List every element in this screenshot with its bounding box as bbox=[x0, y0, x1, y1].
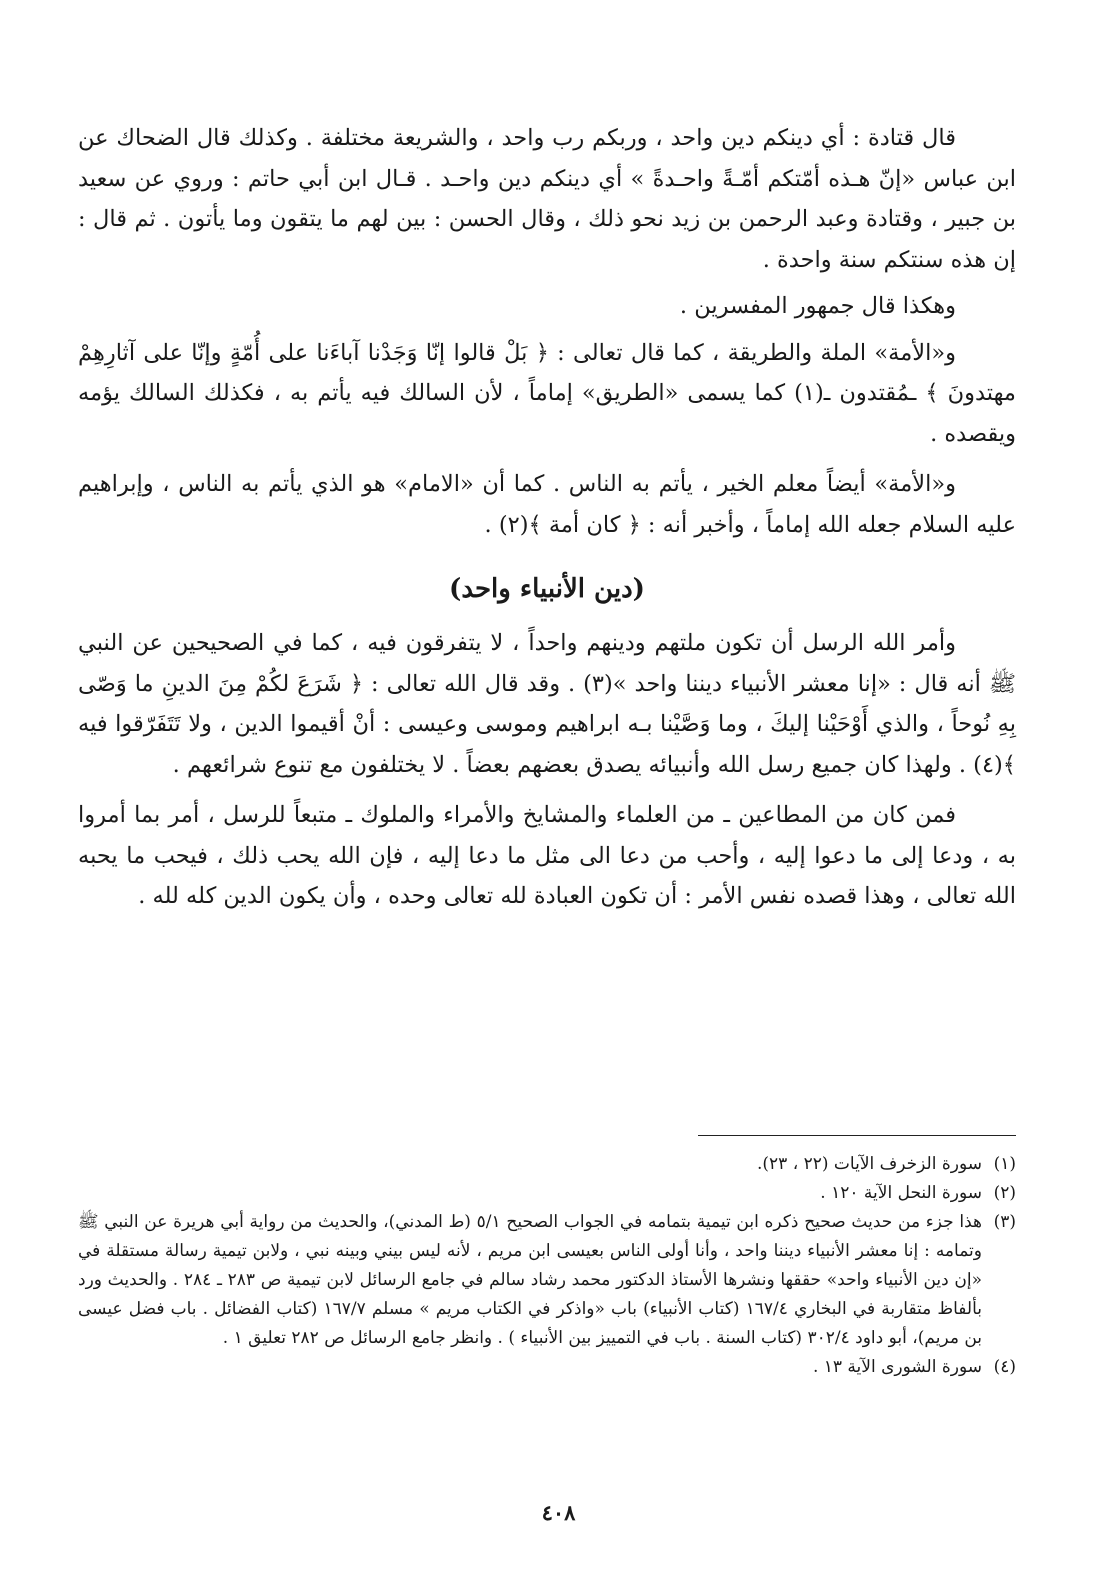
paragraph-prophets-religion: وأمر الله الرسل أن تكون ملتهم ودينهم واحداً ، لا يتفرقون فيه ، كما في الصحيحين عن النبي ﷺ أنه قال : «إنا معشر الأنبياء ديننا واحد »(٣) . وقد قال الله تعالى : ﴿ شَرَعَ لكُمْ مِنَ الدينِ ما وَصّى بِهِ نُوحاً ، والذي أَوْحَيْنا إليكَ ، وما وَصَّيْنا بـه ابراهيم وموسى وعيسى : أنْ أقيموا الدين ، ولا تَتَفَرّقوا فيه ﴾(٤) . ولهذا كان جميع رسل الله وأنبيائه يصدق بعضهم بعضاً . لا يختلفون مع تنوع شرائعهم . bbox=[78, 630, 1016, 778]
footnote-number: (٤) bbox=[993, 1357, 1016, 1377]
footnotes bbox=[78, 1150, 1016, 1382]
footnote-number: (١) bbox=[993, 1154, 1016, 1174]
footnote-item bbox=[78, 1150, 1016, 1179]
paragraph-jumhur: وهكذا قال جمهور المفسرين . bbox=[679, 293, 956, 319]
footnote-text: هذا جزء من حديث صحيح ذكره ابن تيمية بتمامه في الجواب الصحيح ٥/١ (ط المدني)، والحديث من رواية أبي هريرة عن النبي ﷺ وتمامه : إنا معشر الأنبياء ديننا واحد ، وأنا أولى الناس بعيسى ابن مريم ، لأنه ليس بيني وبينه نبي ، ولابن تيمية رسالة مستقلة في «إن دين الأنبياء واحد» حققها ونشرها الأستاذ الدكتور محمد رشاد سالم في جامع الرسائل لابن تيمية ص ٢٨٣ ـ ٢٨٤ . والحديث ورد بألفاظ متقاربة في البخاري ١٦٧/٤ (كتاب الأنبياء) باب «واذكر في الكتاب مريم » مسلم ١٦٧/٧ (كتاب الفضائل . باب فضل عيسى بن مريم)، أبو داود ٣٠٢/٤ (كتاب السنة . باب في التمييز بين الأنبياء ) . وانظر جامع الرسائل ص ٢٨٢ تعليق ١ . bbox=[78, 1212, 982, 1348]
footnote-separator bbox=[698, 1135, 1016, 1136]
footnote-item bbox=[78, 1353, 1016, 1382]
section-heading: (دين الأنبياء واحد) bbox=[449, 574, 645, 604]
footnote-number: (٣) bbox=[993, 1212, 1016, 1232]
paragraph-qatada: قال قتادة : أي دينكم دين واحد ، وربكم رب واحد ، والشريعة مختلفة . وكذلك قال الضحاك عن ابن عباس «إنّ هـذه أمّتكم أمّـةً واحـدةً » أي دينكم دين واحـد . قـال ابن أبي حاتم : وروي عن سعيد بن جبير ، وقتادة وعبد الرحمن بن زيد نحو ذلك ، وقال الحسن : بين لهم ما يتقون وما يأتون . ثم قال : إن هذه سنتكم سنة واحدة . bbox=[78, 125, 1016, 273]
footnote-number: (٢) bbox=[993, 1183, 1016, 1203]
paragraph-umma-teacher: و«الأمة» أيضاً معلم الخير ، يأتم به الناس . كما أن «الامام» هو الذي يأتم به الناس ، وإبراهيم عليه السلام جعله الله إماماً ، وأخبر أنه : ﴿ كان أمة ﴾(٢) . bbox=[78, 471, 1016, 538]
footnote-text: سورة الزخرف الآيات (٢٢ ، ٢٣). bbox=[757, 1154, 982, 1174]
paragraph-obeyed-ones: فمن كان من المطاعين ـ من العلماء والمشايخ والأمراء والملوك ـ متبعاً للرسل ، أمر بما أمروا به ، ودعا إلى ما دعوا إليه ، وأحب من دعا الى مثل ما دعا إليه ، فإن الله يحب ذلك ، فيحب ما يحبه الله تعالى ، وهذا قصده نفس الأمر : أن تكون العبادة لله تعالى وحده ، وأن يكون الدين كله لله . bbox=[78, 802, 1016, 909]
footnote-item bbox=[78, 1179, 1016, 1208]
page-number: ٤٠٨ bbox=[541, 1500, 576, 1525]
footnote-text: سورة النحل الآية ١٢٠ . bbox=[820, 1183, 982, 1203]
footnote-text: سورة الشورى الآية ١٣ . bbox=[812, 1357, 982, 1377]
footnote-item bbox=[78, 1208, 1016, 1353]
main-text bbox=[78, 118, 1016, 917]
paragraph-umma-definition: و«الأمة» الملة والطريقة ، كما قال تعالى : ﴿ بَلْ قالوا إنّا وَجَدْنا آباءَنا على أُمّةٍ وإنّا على آثارِهِمْ مهتدونَ ﴾ ـمُقتدون ـ(١) كما يسمى «الطريق» إماماً ، لأن السالك فيه يأتم به ، فكذلك السالك يؤمه ويقصده . bbox=[78, 339, 1016, 447]
